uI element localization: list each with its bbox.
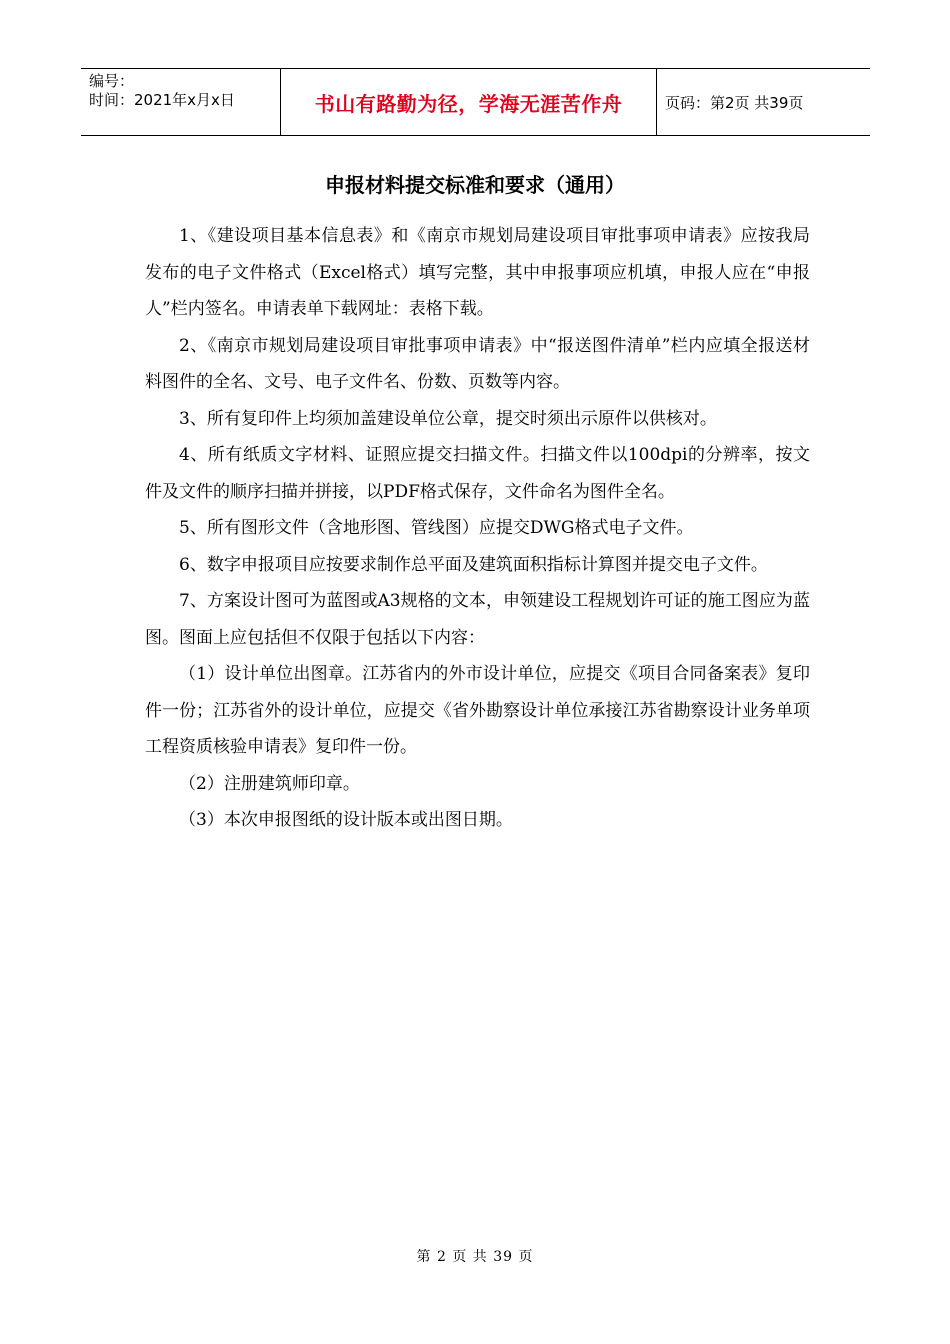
header-page-info: 页码：第2页 共39页 <box>665 93 804 112</box>
paragraph: 1、《建设项目基本信息表》和《南京市规划局建设项目审批事项申请表》应按我局发布的电子文件格式（Excel格式）填写完整，其中申报事项应机填，申报人应在“申报人”栏内签名。申请表单下载网址：表格下载。 <box>145 226 810 319</box>
paragraph: 6、数字申报项目应按要求制作总平面及建筑面积指标计算图并提交电子文件。 <box>179 554 768 575</box>
header-meta-cell <box>81 69 281 135</box>
document-title: 申报材料提交标准和要求（通用） <box>325 173 625 197</box>
paragraph: （2）注册建筑师印章。 <box>179 773 360 794</box>
paragraph: 2、《南京市规划局建设项目审批事项申请表》中“报送图件清单”栏内应填全报送材料图件的全名、文号、电子文件名、份数、页数等内容。 <box>145 335 810 392</box>
page-header-table <box>81 68 870 136</box>
paragraph: （1）设计单位出图章。江苏省内的外市设计单位，应提交《项目合同备案表》复印件一份；江苏省外的设计单位，应提交《省外勘察设计单位承接江苏省勘察设计业务单项工程资质核验申请表》复印件一份。 <box>145 664 810 757</box>
paragraph: 7、方案设计图可为蓝图或A3规格的文本，申领建设工程规划许可证的施工图应为蓝图。图面上应包括但不仅限于包括以下内容： <box>145 591 810 648</box>
paragraph: 3、所有复印件上均须加盖建设单位公章，提交时须出示原件以供核对。 <box>179 408 717 429</box>
page-footer: 第 2 页 共 39 页 <box>416 1249 534 1265</box>
paragraph: 4、所有纸质文字材料、证照应提交扫描文件。扫描文件以100dpi的分辨率，按文件及文件的顺序扫描并拼接，以PDF格式保存，文件命名为图件全名。 <box>145 445 810 502</box>
document-date-label: 时间：2021年x月x日 <box>89 91 235 109</box>
paragraph: 5、所有图形文件（含地形图、管线图）应提交DWG格式电子文件。 <box>179 518 694 538</box>
paragraph: （3）本次申报图纸的设计版本或出图日期。 <box>179 810 513 830</box>
document-body <box>145 218 810 839</box>
header-motto: 书山有路勤为径，学海无涯苦作舟 <box>281 69 657 135</box>
document-number-label: 编号： <box>89 72 135 90</box>
